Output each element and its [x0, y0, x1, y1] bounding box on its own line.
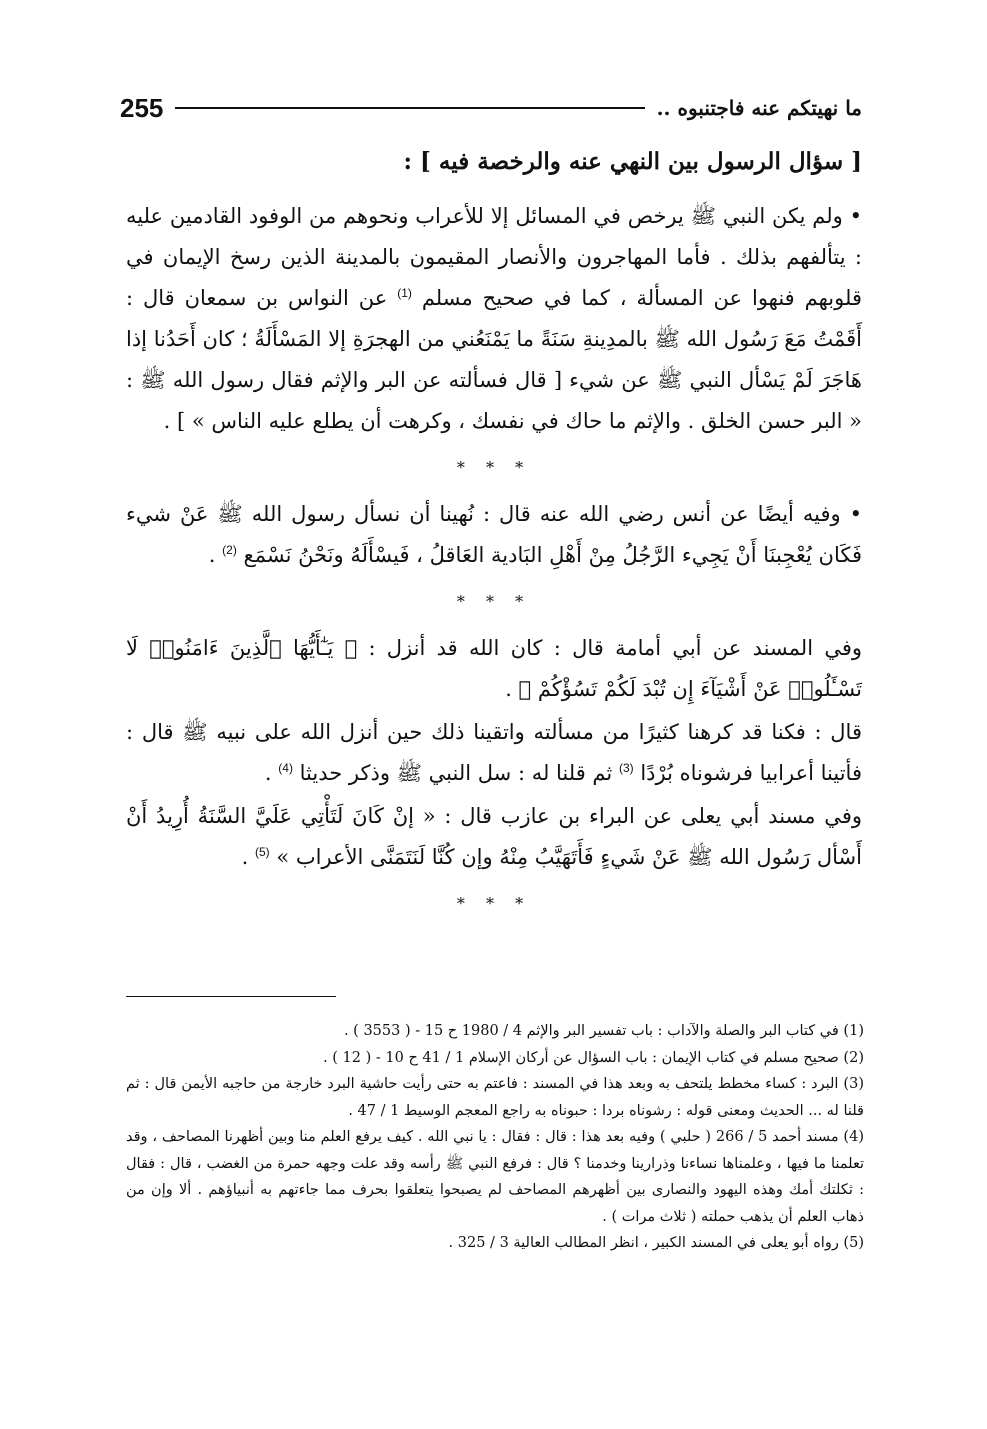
paragraph-text: وفي المسند عن أبي أمامة قال : كان الله قد أنزل : ﴿ يَـٰٓأَيُّهَا ٱلَّذِينَ ءَامَنُوا۟ لَا تَسْـَٔلُوا۟ عَنْ أَشْيَآءَ إِن تُبْدَ لَكُمْ تَسُؤْكُمْ ﴾ .	[126, 636, 862, 701]
paragraph-1	[126, 196, 862, 442]
paragraph-text: .	[208, 543, 216, 567]
footnote-ref-1[interactable]: (1)	[397, 286, 412, 300]
paragraph-text: .	[264, 761, 272, 785]
paragraph-4	[126, 712, 862, 794]
main-text	[126, 140, 862, 930]
paragraph-text: وفيه أيضًا عن أنس رضي الله عنه قال : نُهينا أن نسأل رسول الله ﷺ عَنْ شيء فَكَان يُعْجِبنَا أَنْ يَجِيء الرَّجُلُ مِنْ أَهْلِ البَادية العَاقلُ ، فَيسْأَلَهُ ونَحْنُ نَسْمَع	[126, 502, 862, 567]
footnote-3: (3) البرد : كساء مخطط يلتحف به وبعد هذا في المسند : فاعتم به حتى رأيت حاشية البرد خارجة من حاجبه الأيمن قال : ثم قلنا له ... الحديث ومعنى قوله : رشوناه بردا : حبوناه به راجع المعجم الوسيط 1 / 47 .	[126, 1076, 864, 1119]
section-heading: [ سؤال الرسول بين النهي عنه والرخصة فيه ] :	[403, 148, 862, 175]
section-separator: * * *	[456, 592, 532, 611]
paragraph-text: ولم يكن النبي ﷺ يرخص في المسائل إلا للأعراب ونحوهم من الوفود القادمين عليه : يتألفهم بذلك . فأما المهاجرون والأنصار المقيمون بالمدينة الذين رسخ الإيمان في قلوبهم فنهوا عن المسألة ، كما في صحيح مسلم	[126, 204, 862, 310]
footnote-ref-3[interactable]: (3)	[618, 761, 634, 775]
page-number: 255	[120, 92, 164, 123]
section-separator: * * *	[456, 894, 532, 913]
header-rule	[175, 107, 644, 109]
paragraph-3	[126, 628, 862, 710]
footnote-2: (2) صحيح مسلم في كتاب الإيمان : باب السؤال عن أركان الإسلام 1 / 41 ح 10 - ( 12 ) .	[323, 1049, 864, 1066]
footnote-4: (4) مسند أحمد 5 / 266 ( حلبي ) وفيه بعد هذا : قال : فقال : يا نبي الله . كيف يرفع العلم منا وبين أظهرنا المصاحف ، وقد تعلمنا ما فيها ، وعلمناها نساءنا وذرارينا وخدمنا ؟ قال : فرفع النبي ﷺ رأسه وقد علت وجهه حمرة من الغضب ، قال : فقال : ثكلتك أمك وهذه اليهود والنصارى بين أظهرهم المصاحف لم يصبحوا يتعلقوا بحرف مما جاءتهم به أنبياؤهم . ألا وإن من ذهاب العلم أن يذهب حملته ( ثلاث مرات ) .	[126, 1129, 864, 1225]
footnote-ref-4[interactable]: (4)	[278, 761, 293, 775]
section-separator: * * *	[456, 458, 532, 477]
footnotes	[126, 1018, 864, 1257]
paragraph-2	[126, 494, 862, 576]
bullet: •	[849, 204, 862, 228]
footnote-1: (1) في كتاب البر والصلة والآداب : باب تفسير البر والإثم 4 / 1980 ح 15 - ( 3553 ) .	[343, 1023, 864, 1039]
paragraph-text: ثم قلنا له : سل النبي ﷺ وذكر حديثا	[299, 761, 613, 785]
paragraph-text: قال : فكنا قد كرهنا كثيرًا من مسألته واتقينا ذلك حين أنزل الله على نبيه ﷺ قال : فأتينا أعرابيا فرشوناه بُرْدًا	[126, 720, 862, 785]
footnote-ref-5[interactable]: (5)	[254, 845, 270, 859]
footnote-rule	[126, 996, 336, 997]
paragraph-5	[126, 796, 862, 878]
footnote-5: (5) رواه أبو يعلى في المسند الكبير ، انظر المطالب العالية 3 / 325 .	[448, 1235, 864, 1251]
bullet: •	[849, 502, 862, 526]
page-header	[120, 88, 862, 128]
running-title: ما نهيتكم عنه فاجتنبوه ..	[656, 96, 862, 120]
paragraph-text: .	[241, 845, 249, 869]
footnote-ref-2[interactable]: (2)	[222, 543, 237, 557]
paragraph-text: عن النواس بن سمعان قال : أَقَمْتُ مَعَ رَسُول الله ﷺ بالمدِينةِ سَنَةً ما يَمْنَعُني من الهجرَةِ إلا المَسْأَلَةُ ؛ كان أَحَدُنا إذا هَاجَرَ لَمْ يَسْأل النبي ﷺ عن شيء [ قال فسألته عن البر والإثم فقال رسول الله ﷺ : « البر حسن الخلق . والإثم ما حاك في نفسك ، وكرهت أن يطلع عليه الناس » ] .	[126, 286, 862, 433]
paragraph-text: وفي مسند أبي يعلى عن البراء بن عازب قال : « إنْ كَانَ لَتَأْتِي عَلَيَّ السَّنَةُ أُرِيدُ أَنْ أَسْأل رَسُول الله ﷺ عَنْ شَيءٍ فَأَتَهَيَّبُ مِنْهُ وإن كُنَّا لَنَتَمَنَّى الأعراب »	[126, 804, 862, 869]
